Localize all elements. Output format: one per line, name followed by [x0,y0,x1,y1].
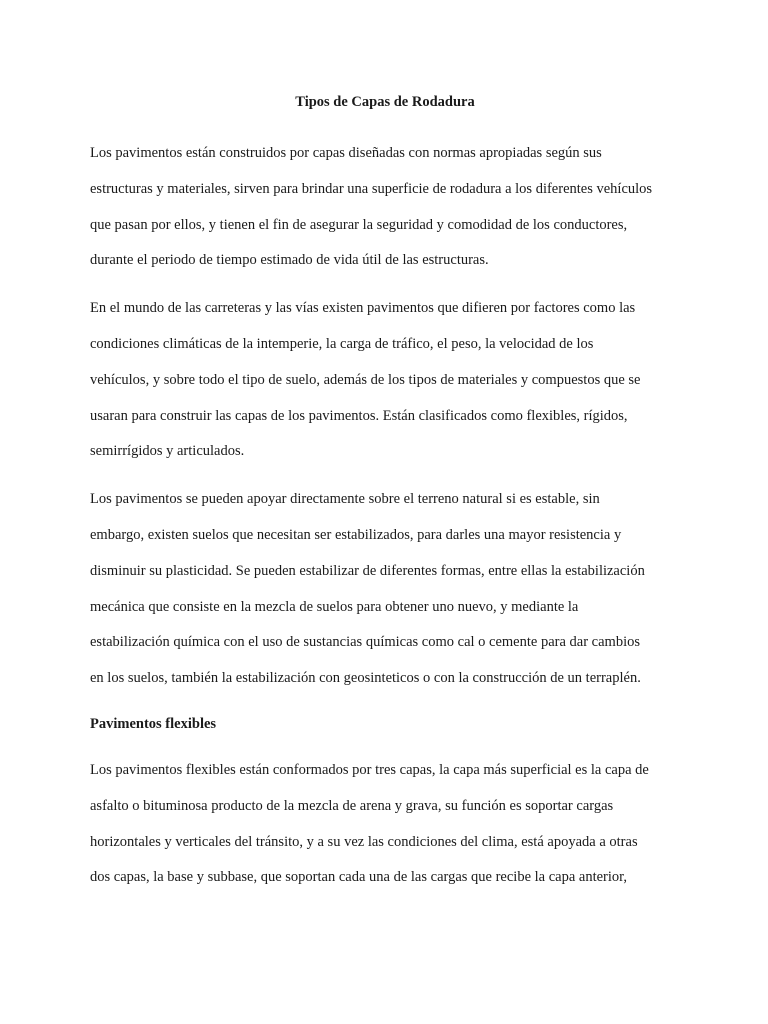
paragraph-line: En el mundo de las carreteras y las vías existen pavimentos que difieren por factores como las [90,300,636,317]
paragraph-line: Los pavimentos se pueden apoyar directamente sobre el terreno natural si es estable, sin [90,491,600,508]
paragraph-1 [90,136,680,279]
paragraph-3 [90,482,680,697]
paragraph-4 [90,753,680,896]
paragraph-line: estructuras y materiales, sirven para brindar una superficie de rodadura a los diferentes vehículos [90,180,653,197]
paragraph-line: Los pavimentos están construidos por capas diseñadas con normas apropiadas según sus [90,145,602,161]
paragraph-line: usaran para construir las capas de los pavimentos. Están clasificados como flexibles, rígidos, [90,407,628,424]
paragraph-line: dos capas, la base y subbase, que soportan cada una de las cargas que recibe la capa anterior, [90,869,628,886]
paragraph-line: horizontales y verticales del tránsito, y a su vez las condiciones del clima, está apoyada a otras [90,833,638,850]
paragraph-2 [90,291,680,470]
paragraph-line: vehículos, y sobre todo el tipo de suelo, además de los tipos de materiales y compuestos que se [90,371,641,388]
paragraph-line: que pasan por ellos, y tienen el fin de asegurar la seguridad y comodidad de los conductores, [90,216,628,233]
paragraph-line: mecánica que consiste en la mezcla de suelos para obtener uno nuevo, y mediante la [90,598,579,615]
paragraph-line: disminuir su plasticidad. Se pueden estabilizar de diferentes formas, entre ellas la estabilización [90,562,645,579]
document-body [90,90,680,896]
paragraph-line: estabilización química con el uso de sustancias químicas como cal o cemente para dar cambios [90,634,640,651]
paragraph-line: embargo, existen suelos que necesitan ser estabilizados, para darles una mayor resistencia y [90,526,622,543]
section-heading: Pavimentos flexibles [90,715,217,732]
paragraph-line: Los pavimentos flexibles están conformados por tres capas, la capa más superficial es la capa de [90,761,649,778]
paragraph-line: durante el periodo de tiempo estimado de vida útil de las estructuras. [90,252,489,269]
paragraph-line: semirrígidos y articulados. [90,443,245,460]
paragraph-line: asfalto o bituminosa producto de la mezcla de arena y grava, su función es soportar cargas [90,797,614,814]
paragraph-line: condiciones climáticas de la intemperie, la carga de tráfico, el peso, la velocidad de los [90,335,594,352]
document-title: Tipos de Capas de Rodadura [295,94,475,110]
paragraph-line: en los suelos, también la estabilización con geosinteticos o con la construcción de un terraplén. [90,670,641,687]
